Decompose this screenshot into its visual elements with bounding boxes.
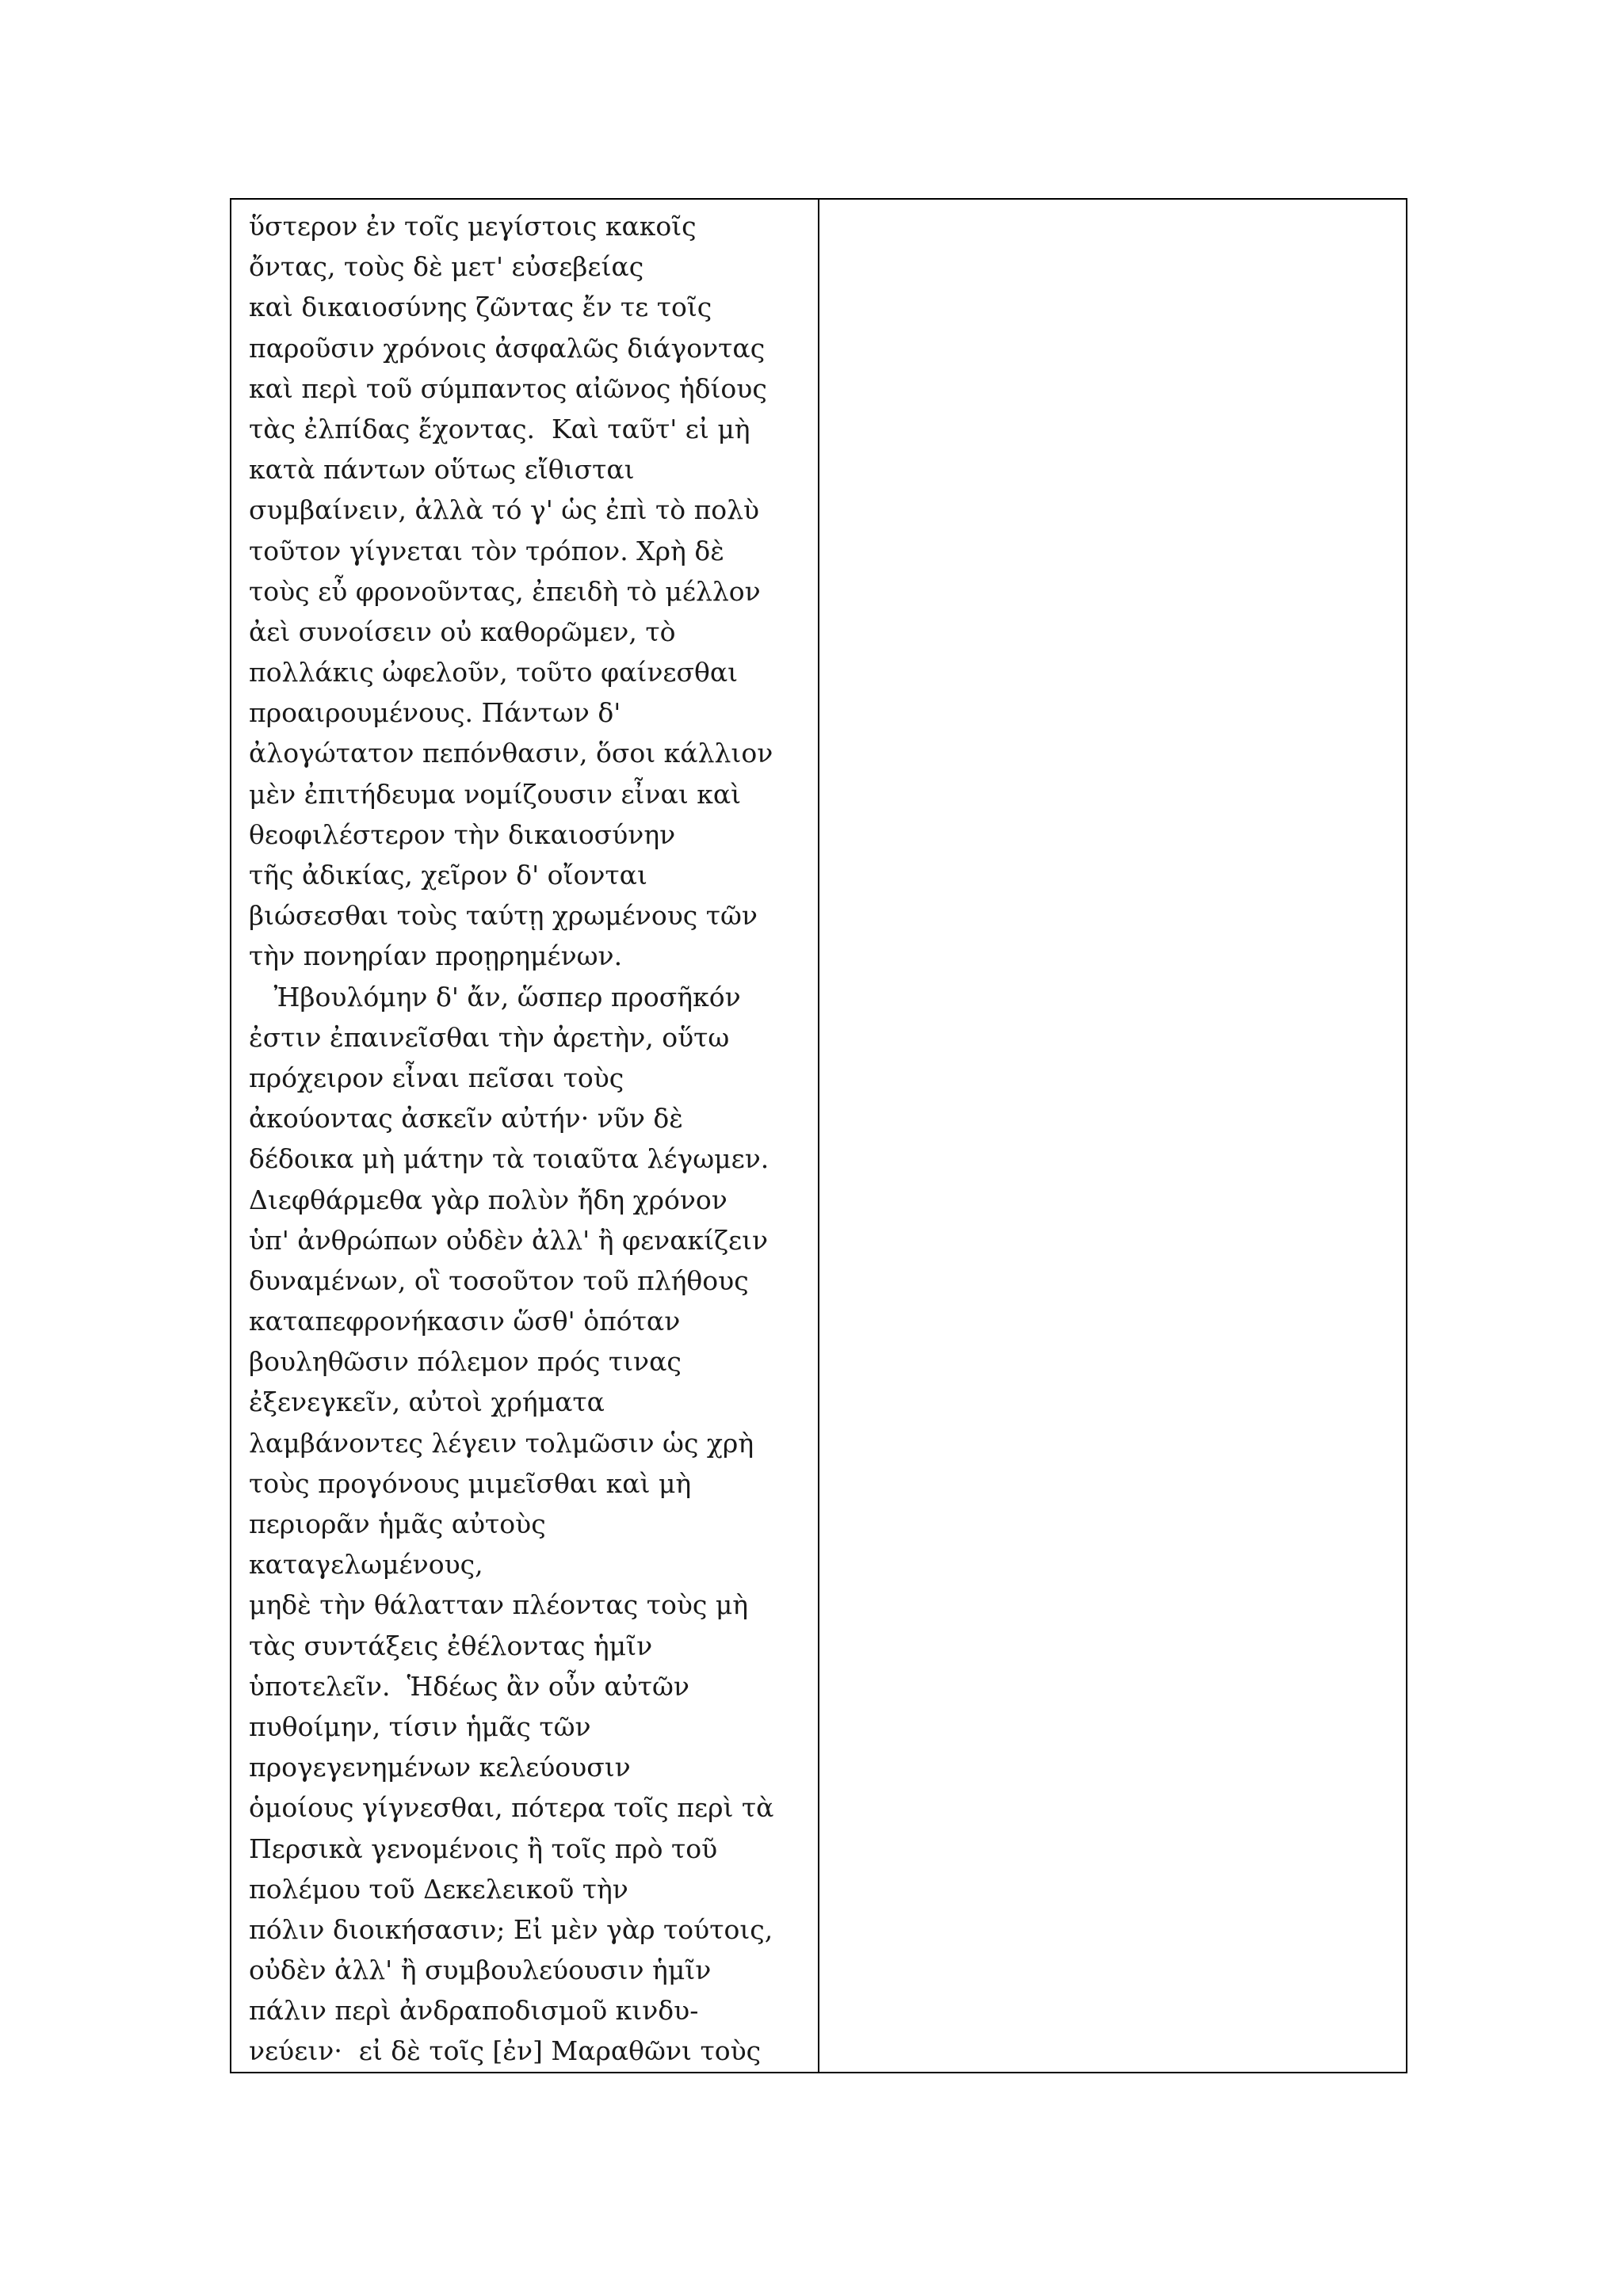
text-table <box>230 198 1407 2073</box>
text-line: κατὰ πάντων οὕτως εἴθισται <box>249 454 635 486</box>
text-line: δυναμένων, οἳ τοσοῦτον τοῦ πλήθους <box>249 1264 749 1296</box>
greek-text-block <box>231 200 818 2072</box>
text-line: θεοφιλέστερον τὴν δικαιοσύνην <box>249 818 676 850</box>
text-line: λαμβάνοντες λέγειν τολμῶσιν ὡς χρὴ <box>249 1427 754 1459</box>
text-line: ὁμοίους γίγνεσθαι, πότερα τοῖς περὶ τὰ <box>249 1792 774 1824</box>
text-line: ἀκούοντας ἀσκεῖν αὐτήν· νῦν δὲ <box>249 1103 683 1135</box>
text-line: πολέμου τοῦ Δεκελεικοῦ τὴν <box>249 1873 628 1905</box>
text-line: ἀεὶ συνοίσειν οὐ καθορῶμεν, τὸ <box>249 616 676 647</box>
text-line: τὴν πονηρίαν προῃρημένων. <box>249 940 623 972</box>
text-line: ἀλογώτατον πεπόνθασιν, ὅσοι κάλλιον <box>249 738 773 769</box>
text-line: καταπεφρονήκασιν ὥσθ' ὁπόταν <box>249 1306 681 1337</box>
text-line: νεύειν· εἰ δὲ τοῖς [ἐν] Μαραθῶνι τοὺς <box>249 2035 762 2067</box>
text-line: Περσικὰ γενομένοις ἢ τοῖς πρὸ τοῦ <box>249 1833 718 1864</box>
greek-text-cell <box>231 199 819 2073</box>
text-line: καταγελωμένους, <box>249 1549 483 1581</box>
text-line: Διεφθάρμεθα γὰρ πολὺν ἤδη χρόνον <box>249 1184 727 1215</box>
text-line: προγεγενημένων κελεύουσιν <box>249 1752 631 1783</box>
text-line: βιώσεσθαι τοὺς ταύτῃ χρωμένους τῶν <box>249 900 758 932</box>
text-line: πυθοίμην, τίσιν ἡμᾶς τῶν <box>249 1711 591 1742</box>
text-line: τοῦτον γίγνεται τὸν τρόπον. Χρὴ δὲ <box>249 535 724 566</box>
text-line: Ἠβουλόμην δ' ἄν, ὥσπερ προσῆκόν <box>249 981 741 1013</box>
text-line: ὑπ' ἀνθρώπων οὐδὲν ἀλλ' ἢ φενακίζειν <box>249 1224 769 1256</box>
text-line: καὶ δικαιοσύνης ζῶντας ἔν τε τοῖς <box>249 292 712 323</box>
text-line: πολλάκις ὠφελοῦν, τοῦτο φαίνεσθαι <box>249 657 739 688</box>
text-line: προαιρουμένους. Πάντων δ' <box>249 697 621 729</box>
text-line: ὑποτελεῖν. Ἡδέως ἂν οὖν αὐτῶν <box>249 1670 689 1702</box>
text-line: πόλιν διοικήσασιν; Εἰ μὲν γὰρ τούτοις, <box>249 1913 773 1945</box>
text-line: συμβαίνειν, ἀλλὰ τό γ' ὡς ἐπὶ τὸ πολὺ <box>249 494 760 526</box>
text-line: δέδοικα μὴ μάτην τὰ τοιαῦτα λέγωμεν. <box>249 1143 769 1175</box>
text-line: περιορᾶν ἡμᾶς αὐτοὺς <box>249 1508 546 1539</box>
text-line: ὄντας, τοὺς δὲ μετ' εὐσεβείας <box>249 251 644 283</box>
text-line: πρόχειρον εἶναι πεῖσαι τοὺς <box>249 1062 624 1093</box>
text-line: βουληθῶσιν πόλεμον πρός τινας <box>249 1346 682 1378</box>
empty-translation-cell <box>819 199 1407 2073</box>
text-line: μὲν ἐπιτήδευμα νομίζουσιν εἶναι καὶ <box>249 778 742 810</box>
text-line: τοὺς εὖ φρονοῦντας, ἐπειδὴ τὸ μέλλον <box>249 575 761 607</box>
text-line: ἐξενεγκεῖν, αὐτοὶ χρήματα <box>249 1386 605 1418</box>
table-row <box>231 199 1407 2073</box>
text-line: ἐστιν ἐπαινεῖσθαι τὴν ἀρετὴν, οὕτω <box>249 1021 730 1053</box>
text-line: πάλιν περὶ ἀνδραποδισμοῦ κινδυ- <box>249 1995 699 2027</box>
text-line: τὰς ἐλπίδας ἔχοντας. Καὶ ταῦτ' εἰ μὴ <box>249 413 750 444</box>
text-line: οὐδὲν ἀλλ' ἢ συμβουλεύουσιν ἡμῖν <box>249 1955 712 1986</box>
text-line: καὶ περὶ τοῦ σύμπαντος αἰῶνος ἡδίους <box>249 372 767 404</box>
text-line: τῆς ἀδικίας, χεῖρον δ' οἴονται <box>249 860 647 891</box>
text-line: τὰς συντάξεις ἐθέλοντας ἡμῖν <box>249 1630 653 1661</box>
text-line: παροῦσιν χρόνοις ἀσφαλῶς διάγοντας <box>249 332 766 364</box>
text-line: μηδὲ τὴν θάλατταν πλέοντας τοὺς μὴ <box>249 1589 749 1621</box>
text-line: ὕστερον ἐν τοῖς μεγίστοις κακοῖς <box>249 211 697 242</box>
text-line: τοὺς προγόνους μιμεῖσθαι καὶ μὴ <box>249 1467 692 1499</box>
